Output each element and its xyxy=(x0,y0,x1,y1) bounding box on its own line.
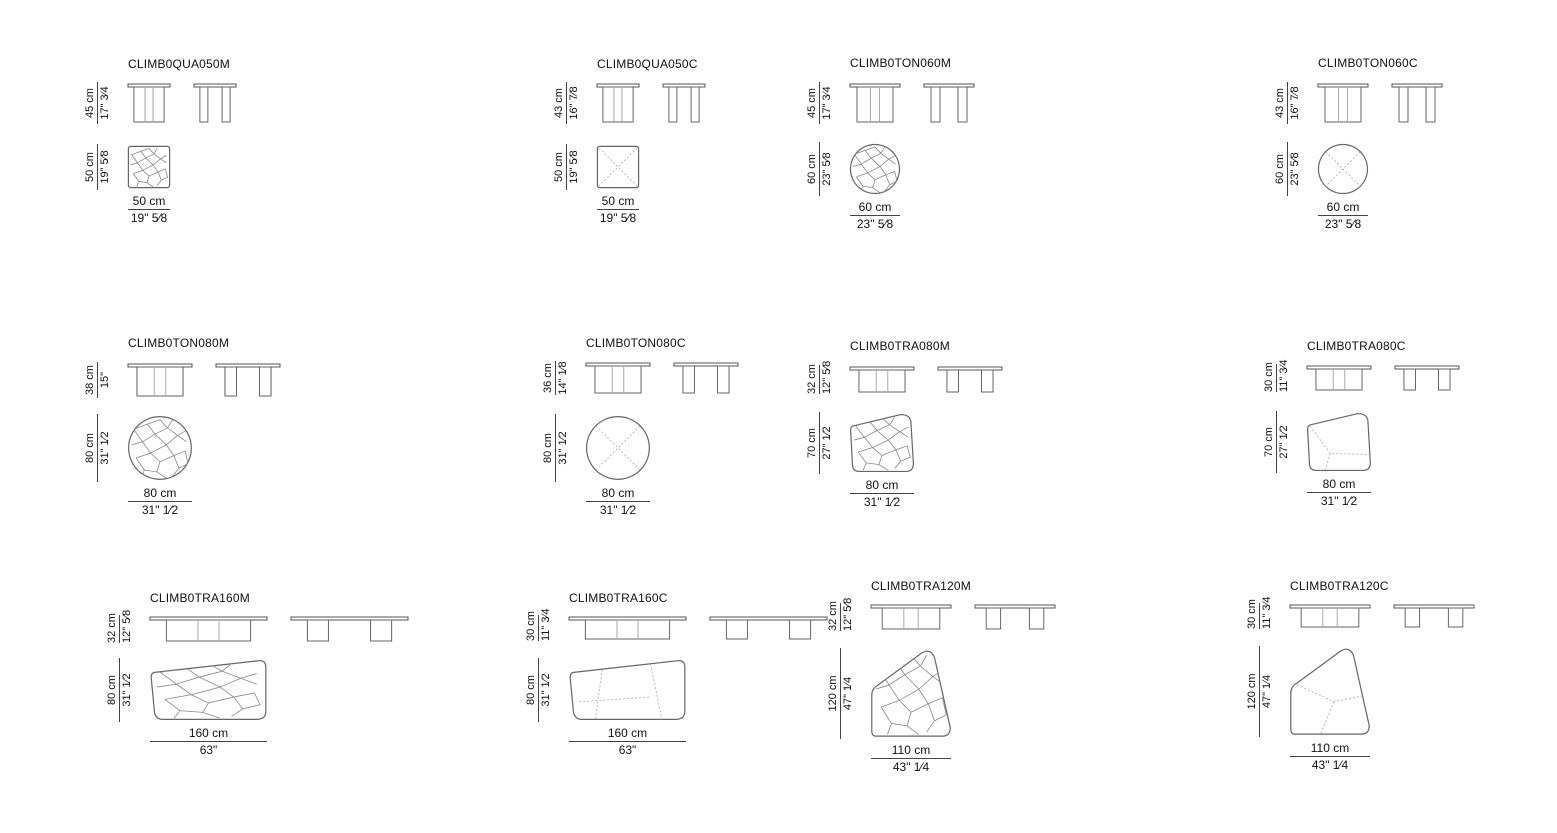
base-block xyxy=(1301,608,1359,627)
front-elevation xyxy=(1307,366,1371,390)
depth-cm: 70 cm xyxy=(1263,427,1275,457)
front-elevation xyxy=(1318,84,1368,122)
width-dimension xyxy=(850,200,900,231)
depth-dimension xyxy=(525,658,552,722)
depth-in: 23" 5⁄8 xyxy=(819,142,833,196)
leg xyxy=(986,608,1000,629)
height-in: 11" 3⁄4 xyxy=(1278,359,1290,392)
height-cm: 43 cm xyxy=(1274,88,1286,118)
leg xyxy=(200,87,208,122)
width-dimension xyxy=(128,194,170,225)
height-in: 12" 5⁄8 xyxy=(121,609,133,643)
base-block xyxy=(137,367,183,396)
leg xyxy=(790,620,811,639)
width-dimension xyxy=(586,486,650,517)
depth-cm: 60 cm xyxy=(1274,154,1286,184)
width-dimension xyxy=(569,726,686,757)
height-cm: 30 cm xyxy=(525,611,537,641)
depth-cm: 60 cm xyxy=(806,154,818,184)
height-cm: 36 cm xyxy=(542,363,554,393)
side-elevation xyxy=(1392,84,1442,122)
depth-cm: 80 cm xyxy=(542,433,554,463)
width-dimension xyxy=(1290,741,1370,772)
side-elevation xyxy=(975,605,1055,629)
width-dimension xyxy=(1318,200,1368,231)
front-elevation xyxy=(597,84,639,122)
height-in: 11" 3⁄4 xyxy=(540,608,552,641)
front-elevation xyxy=(850,84,900,122)
plan-view xyxy=(1290,648,1370,735)
height-dimension xyxy=(106,609,133,643)
depth-cm: 120 cm xyxy=(1246,673,1258,710)
width-in: 31" 1⁄2 xyxy=(1307,492,1371,508)
width-cm: 80 cm xyxy=(865,478,899,492)
leg xyxy=(669,87,677,122)
plan-view xyxy=(850,144,900,194)
depth-cm: 80 cm xyxy=(525,675,537,705)
depth-in: 31" 1⁄2 xyxy=(119,658,133,722)
table-outline xyxy=(570,661,685,720)
product-code: CLIMB0TRA160M xyxy=(150,591,250,605)
width-cm: 60 cm xyxy=(1326,200,1360,214)
height-dimension xyxy=(806,360,833,394)
width-cm: 80 cm xyxy=(143,486,177,500)
width-in: 63" xyxy=(569,741,686,757)
side-elevation xyxy=(710,617,827,639)
front-elevation xyxy=(569,617,686,639)
leg xyxy=(371,620,392,641)
height-cm: 38 cm xyxy=(84,365,96,395)
width-in: 43" 1⁄4 xyxy=(871,758,951,774)
product-code: CLIMB0QUA050M xyxy=(128,57,230,71)
depth-in: 31" 1⁄2 xyxy=(555,414,569,482)
height-in: 16" 7⁄8 xyxy=(566,82,580,124)
height-cm: 45 cm xyxy=(806,88,818,118)
side-elevation xyxy=(194,84,236,122)
width-dimension xyxy=(850,478,914,509)
width-in: 63" xyxy=(150,741,267,757)
height-cm: 43 cm xyxy=(553,88,565,118)
leg xyxy=(1405,608,1419,627)
height-cm: 30 cm xyxy=(1263,362,1275,392)
front-elevation xyxy=(1290,605,1370,627)
leg xyxy=(947,370,959,392)
front-elevation xyxy=(128,84,170,122)
depth-in: 27" 1⁄2 xyxy=(1276,411,1290,473)
depth-in: 47" 1⁄4 xyxy=(1259,646,1273,737)
plan-view xyxy=(1318,144,1368,194)
depth-cm: 50 cm xyxy=(84,152,96,182)
plan-view xyxy=(850,414,914,472)
leg xyxy=(718,366,730,393)
plan-view xyxy=(1307,413,1371,471)
depth-cm: 80 cm xyxy=(106,675,118,705)
height-dimension xyxy=(1274,82,1301,124)
leg xyxy=(1399,87,1408,122)
table-outline xyxy=(1291,649,1369,734)
front-elevation xyxy=(850,367,914,392)
height-cm: 45 cm xyxy=(84,88,96,118)
plan-view xyxy=(586,416,650,480)
height-in: 17" 3⁄4 xyxy=(97,82,111,124)
leg xyxy=(1426,87,1435,122)
width-cm: 50 cm xyxy=(601,194,635,208)
front-elevation xyxy=(150,617,267,641)
side-elevation xyxy=(938,367,1002,392)
depth-dimension xyxy=(1246,646,1273,737)
product-code: CLIMB0TON080C xyxy=(586,336,686,350)
height-in: 11" 3⁄4 xyxy=(1261,596,1273,629)
depth-dimension xyxy=(542,414,569,482)
width-in: 31" 1⁄2 xyxy=(586,501,650,517)
plan-view xyxy=(871,650,951,737)
depth-in: 19" 5⁄8 xyxy=(97,144,111,190)
product-code: CLIMB0TON060C xyxy=(1318,56,1418,70)
table-outline xyxy=(597,146,638,187)
height-cm: 32 cm xyxy=(806,364,818,394)
side-elevation xyxy=(1395,366,1459,390)
depth-cm: 70 cm xyxy=(806,428,818,458)
height-dimension xyxy=(553,82,580,124)
height-in: 15" xyxy=(97,362,111,398)
width-cm: 60 cm xyxy=(858,200,892,214)
width-in: 31" 1⁄2 xyxy=(128,501,192,517)
width-in: 43" 1⁄4 xyxy=(1290,756,1370,772)
base-block xyxy=(857,87,893,122)
height-cm: 30 cm xyxy=(1246,599,1258,629)
width-in: 19" 5⁄8 xyxy=(128,209,170,225)
width-in: 23" 5⁄8 xyxy=(850,215,900,231)
width-cm: 80 cm xyxy=(1322,477,1356,491)
front-elevation xyxy=(128,364,192,396)
front-elevation xyxy=(871,605,951,629)
depth-dimension xyxy=(1263,411,1290,473)
product-code: CLIMB0TRA160C xyxy=(569,591,668,605)
width-dimension xyxy=(150,726,267,757)
height-in: 12" 5⁄8 xyxy=(842,597,854,631)
height-dimension xyxy=(1246,596,1273,629)
leg xyxy=(1439,369,1451,390)
height-dimension xyxy=(1263,359,1290,392)
depth-dimension xyxy=(806,142,833,196)
width-dimension xyxy=(128,486,192,517)
leg xyxy=(1448,608,1462,627)
depth-in: 23" 5⁄8 xyxy=(1287,142,1301,196)
depth-in: 19" 5⁄8 xyxy=(566,144,580,190)
base-block xyxy=(859,370,905,392)
plan-view xyxy=(569,660,686,720)
product-code: CLIMB0TON060M xyxy=(850,56,952,70)
side-elevation xyxy=(216,364,280,396)
depth-in: 27" 1⁄2 xyxy=(819,412,833,474)
leg xyxy=(1029,608,1043,629)
leg xyxy=(683,366,695,393)
depth-dimension xyxy=(84,144,111,190)
leg xyxy=(691,87,699,122)
base-block xyxy=(585,620,669,639)
height-in: 16" 7⁄8 xyxy=(1287,82,1301,124)
product-code: CLIMB0TRA080M xyxy=(850,339,950,353)
height-dimension xyxy=(806,82,833,124)
depth-dimension xyxy=(84,414,111,482)
leg xyxy=(260,367,272,396)
width-cm: 110 cm xyxy=(891,743,931,757)
width-dimension xyxy=(597,194,639,225)
plan-view xyxy=(150,660,267,720)
height-dimension xyxy=(84,82,111,124)
plan-view xyxy=(128,146,170,188)
plan-view xyxy=(128,416,192,480)
height-dimension xyxy=(827,597,854,631)
leg xyxy=(225,367,237,396)
base-block xyxy=(595,366,641,393)
leg xyxy=(931,87,940,122)
leg xyxy=(726,620,747,639)
base-block xyxy=(166,620,250,641)
height-dimension xyxy=(542,361,569,395)
side-elevation xyxy=(663,84,705,122)
height-dimension xyxy=(84,362,111,398)
width-in: 19" 5⁄8 xyxy=(597,209,639,225)
height-cm: 32 cm xyxy=(827,601,839,631)
depth-cm: 120 cm xyxy=(827,675,839,712)
product-code: CLIMB0TRA080C xyxy=(1307,339,1406,353)
plan-view xyxy=(597,146,639,188)
width-dimension xyxy=(871,743,951,774)
depth-in: 47" 1⁄4 xyxy=(840,648,854,739)
depth-cm: 80 cm xyxy=(84,433,96,463)
height-cm: 32 cm xyxy=(106,613,118,643)
depth-dimension xyxy=(1274,142,1301,196)
leg xyxy=(982,370,994,392)
base-block xyxy=(882,608,940,629)
front-elevation xyxy=(586,363,650,393)
product-code: CLIMB0TRA120M xyxy=(871,579,971,593)
leg xyxy=(1404,369,1416,390)
width-cm: 50 cm xyxy=(132,194,166,208)
width-cm: 80 cm xyxy=(601,486,635,500)
side-elevation xyxy=(674,363,738,393)
side-elevation xyxy=(291,617,408,641)
depth-in: 31" 1⁄2 xyxy=(538,658,552,722)
height-dimension xyxy=(525,608,552,641)
depth-dimension xyxy=(553,144,580,190)
leg xyxy=(222,87,230,122)
side-elevation xyxy=(1394,605,1474,627)
depth-dimension xyxy=(106,658,133,722)
product-code: CLIMB0TON080M xyxy=(128,336,230,350)
height-in: 14" 1⁄8 xyxy=(557,361,569,395)
leg xyxy=(958,87,967,122)
depth-in: 31" 1⁄2 xyxy=(97,414,111,482)
width-cm: 160 cm xyxy=(607,726,648,740)
base-block xyxy=(603,87,633,122)
depth-cm: 50 cm xyxy=(553,152,565,182)
product-code: CLIMB0QUA050C xyxy=(597,57,698,71)
height-in: 12" 5⁄8 xyxy=(821,360,833,394)
depth-dimension xyxy=(806,412,833,474)
width-in: 23" 5⁄8 xyxy=(1318,215,1368,231)
width-in: 31" 1⁄2 xyxy=(850,493,914,509)
leg xyxy=(307,620,328,641)
width-cm: 160 cm xyxy=(188,726,229,740)
height-in: 17" 3⁄4 xyxy=(819,82,833,124)
table-outline xyxy=(1308,414,1371,471)
base-block xyxy=(1325,87,1361,122)
base-block xyxy=(134,87,164,122)
width-cm: 110 cm xyxy=(1310,741,1350,755)
base-block xyxy=(1316,369,1362,390)
side-elevation xyxy=(924,84,974,122)
width-dimension xyxy=(1307,477,1371,508)
product-code: CLIMB0TRA120C xyxy=(1290,579,1389,593)
depth-dimension xyxy=(827,648,854,739)
